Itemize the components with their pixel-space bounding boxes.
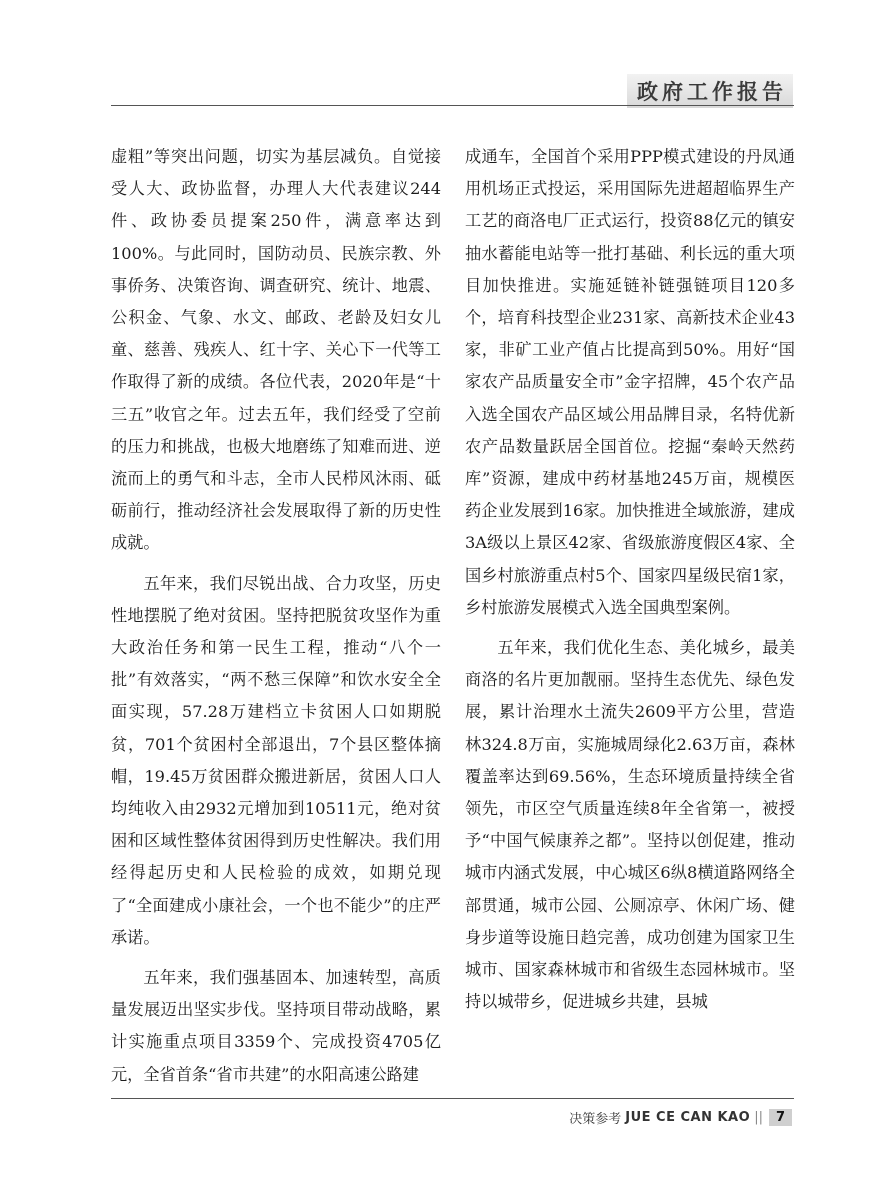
paragraph-ecology: 五年来，我们优化生态、美化城乡，最美商洛的名片更加靓丽。坚持生态优先、绿色发展，累计治理水土流失2609平方公里，营造林324.8万亩，实施城周绿化2.63万亩，森林覆盖率达到69.56%，生态环境质量持续全省领先，市区空气质量连续8年全省第一，被授予“中国气候康养之都”。坚持以创促建，推动城市内涵式发展，中心城区6纵8横道路网络全部贯通，城市公园、公厕凉亭、休闲广场、健身步道等设施日趋完善，成功创建为国家卫生城市、国家森林城市和省级生态园林城市。坚持以城带乡，促进城乡共建，县城 (465, 638, 795, 1012)
right-column (465, 141, 795, 1026)
footer-divider (111, 1098, 794, 1099)
paragraph-continued: 虚粗”等突出问题，切实为基层减负。自觉接受人大、政协监督，办理人大代表建议244件、政协委员提案250件，满意率达到100%。与此同时，国防动员、民族宗教、外事侨务、决策咨询、调查研究、统计、地震、公积金、气象、水文、邮政、老龄及妇女儿童、慈善、残疾人、红十字、关心下一代等工作取得了新的成绩。各位代表，2020年是“十三五”收官之年。过去五年，我们经受了空前的压力和挑战，也极大地磨练了知难而进、逆流而上的勇气和斗志，全市人民栉风沐雨、砥砺前行，推动经济社会发展取得了新的历史性成就。 (111, 147, 441, 553)
page-number: 7 (769, 1109, 792, 1126)
journal-name-cn: 决策参考 (569, 1112, 622, 1127)
running-header-title: 政府工作报告 (627, 74, 793, 108)
paragraph-projects: 成通车，全国首个采用PPP模式建设的丹凤通用机场正式投运，采用国际先进超超临界生产工艺的商洛电厂正式运行，投资88亿元的镇安抽水蓄能电站等一批打基础、利长远的重大项目加快推进。实施延链补链强链项目120多个，培育科技型企业231家、高新技术企业43家，非矿工业产值占比提高到50%。用好“国家农产品质量安全市”金字招牌，45个农产品入选全国农产品区域公用品牌目录，名特优新农产品数量跃居全国首位。挖掘“秦岭天然药库”资源，建成中药材基地245万亩，规模医药企业发展到16家。加快推进全域旅游，建成3A级以上景区42家、省级旅游度假区4家、全国乡村旅游重点村5个、国家四星级民宿1家，乡村旅游发展模式入选全国典型案例。 (465, 147, 795, 617)
header-divider (111, 105, 794, 106)
left-column (111, 141, 441, 1099)
paragraph-development: 五年来，我们强基固本、加速转型，高质量发展迈出坚实步伐。坚持项目带动战略，累计实施重点项目3359个、完成投资4705亿元，全省首条“省市共建”的水阳高速公路建 (111, 968, 441, 1084)
paragraph-poverty: 五年来，我们尽锐出战、合力攻坚，历史性地摆脱了绝对贫困。坚持把脱贫攻坚作为重大政治任务和第一民生工程，推动“八个一批”有效落实，“两不愁三保障”和饮水安全全面实现，57.28万建档立卡贫困人口如期脱贫，701个贫困村全部退出，7个县区整体摘帽，19.45万贫困群众搬进新居，贫困人口人均纯收入由2932元增加到10511元，绝对贫困和区域性整体贫困得到历史性解决。我们用经得起历史和人民检验的成效，如期兑现了“全面建成小康社会，一个也不能少”的庄严承诺。 (111, 573, 441, 947)
footer-separator: || (754, 1110, 763, 1125)
page-footer (569, 1108, 792, 1127)
journal-name-en: JUE CE CAN KAO (625, 1110, 751, 1125)
